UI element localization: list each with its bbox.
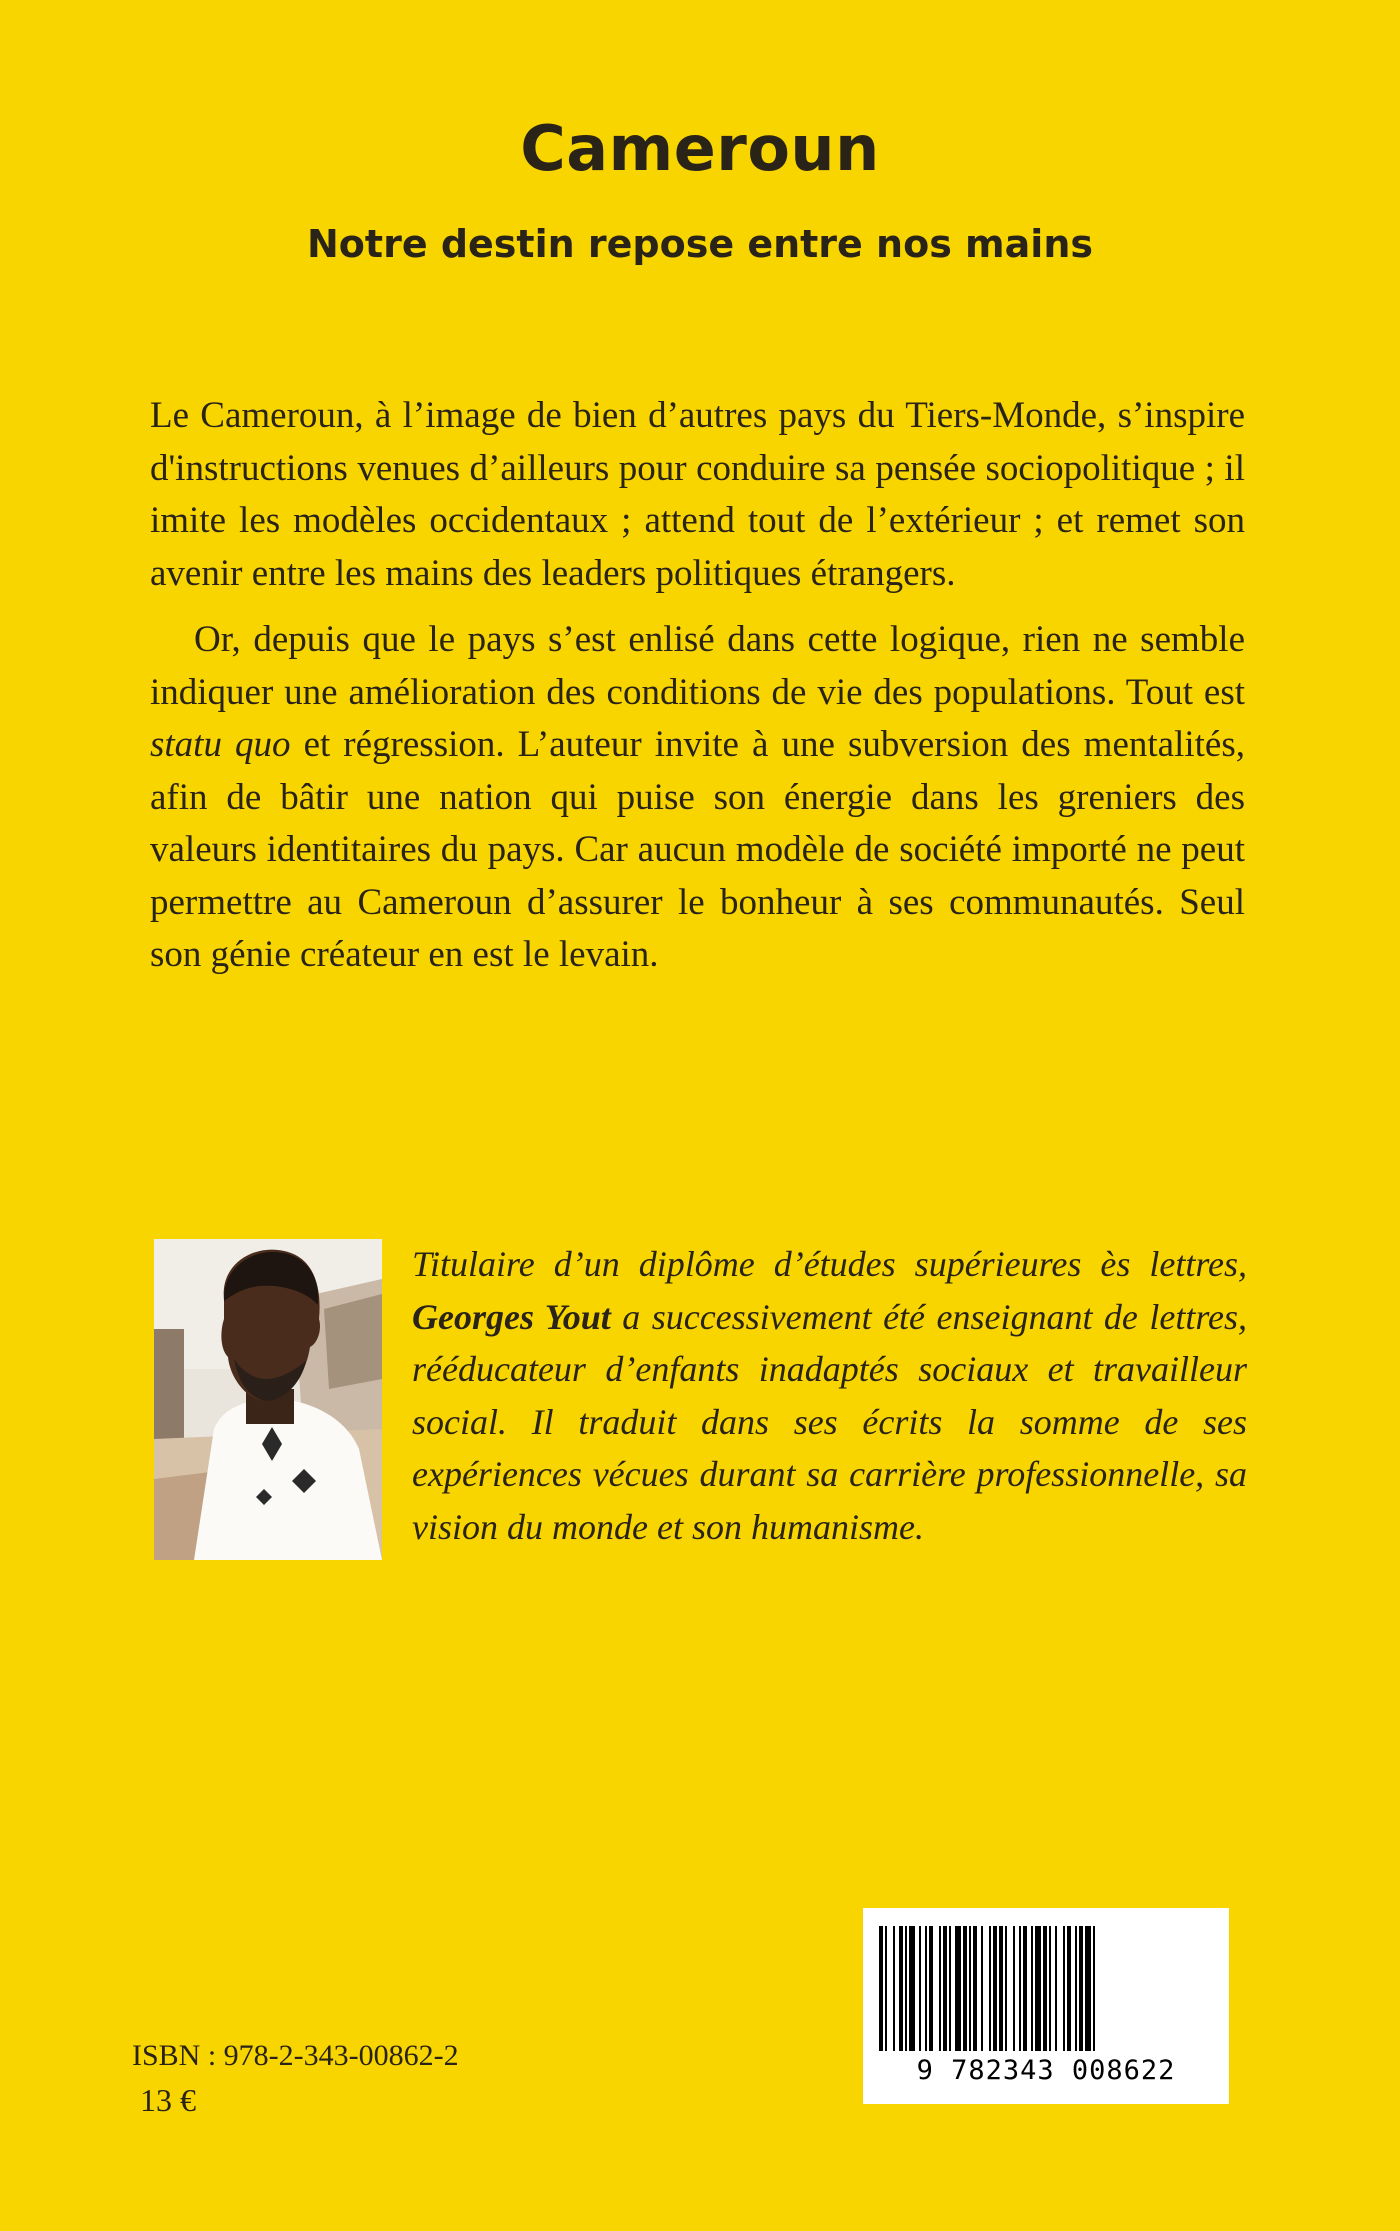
- barcode-bar: [993, 1926, 997, 2051]
- barcode-bar: [1019, 1926, 1021, 2051]
- barcode-bar: [989, 1926, 991, 2051]
- barcode-bar: [929, 1926, 933, 2051]
- blurb: [150, 390, 1245, 996]
- blurb-paragraph-1: Le Cameroun, à l’image de bien d’autres pays du Tiers-Monde, s’inspire d'instructions venues d’ailleurs pour conduire sa pensée sociopolitique ; il imite les modèles occidentaux ; attend tout de l’extérieur ; et remet son avenir entre les mains des leaders politiques étrangers.: [150, 395, 1245, 594]
- barcode-bar: [893, 1926, 895, 2051]
- barcode-bar: [1005, 1926, 1007, 2051]
- barcode-bar: [1035, 1926, 1041, 2051]
- barcode-bar: [1079, 1926, 1083, 2051]
- author-name: Georges Yout: [412, 1296, 611, 1337]
- barcode-bar: [999, 1926, 1003, 2051]
- barcode-bar: [939, 1926, 941, 2051]
- barcode-bar: [963, 1926, 967, 2051]
- barcode-digits: 9 782343 008622: [916, 2055, 1176, 2086]
- barcode-bar: [943, 1926, 947, 2051]
- blurb-emphasis: statu quo: [150, 724, 291, 765]
- barcode-bar: [1043, 1926, 1047, 2051]
- barcode-bar: [905, 1926, 907, 2051]
- barcode-bar: [879, 1926, 883, 2051]
- author-bio-end: a successivement été enseignant de lettres, rééducateur d’enfants inadaptés sociaux et travailleur social. Il traduit dans ses écrits la somme de ses expériences vécues durant sa carrière professionnelle, sa vision du monde et son humanisme.: [412, 1296, 1247, 1547]
- barcode-bar: [973, 1926, 977, 2051]
- blurb-paragraph-2: [150, 614, 1245, 982]
- barcode-bar: [1063, 1926, 1065, 2051]
- barcode-bar: [925, 1926, 927, 2051]
- barcode-bar: [909, 1926, 915, 2051]
- barcode-bar: [1049, 1926, 1051, 2051]
- book-subtitle: Notre destin repose entre nos mains: [307, 222, 1093, 266]
- barcode-bar: [955, 1926, 961, 2051]
- price: 13 €: [140, 2082, 196, 2118]
- isbn: ISBN : 978-2-343-00862-2: [132, 2039, 459, 2072]
- barcode-bar: [1031, 1926, 1033, 2051]
- author-bio: [412, 1238, 1247, 1553]
- blurb-paragraph-2-end: et régression. L’auteur invite à une subversion des mentalités, afin de bâtir une nation qui puise son énergie dans les greniers des valeurs identitaires du pays. Car aucun modèle de société importé ne peut permettre au Cameroun d’assurer le bonheur à ses communautés. Seul son génie créateur en est le levain.: [150, 724, 1245, 975]
- book-title: Cameroun: [520, 112, 880, 185]
- barcode-bar: [899, 1926, 903, 2051]
- barcode-bar: [969, 1926, 971, 2051]
- barcode-bars: [879, 1926, 1213, 2051]
- barcode-bar: [885, 1926, 887, 2051]
- barcode-bar: [981, 1926, 983, 2051]
- barcode-bar: [1085, 1926, 1091, 2051]
- barcode-bar: [1067, 1926, 1071, 2051]
- barcode: [863, 1908, 1229, 2104]
- barcode-bar: [1013, 1926, 1015, 2051]
- author-bio-start: Titulaire d’un diplôme d’études supérieures ès lettres,: [412, 1244, 1247, 1284]
- barcode-bar: [1075, 1926, 1077, 2051]
- barcode-bar: [949, 1926, 951, 2051]
- barcode-bar: [1023, 1926, 1027, 2051]
- author-photo: [154, 1239, 382, 1560]
- barcode-bar: [919, 1926, 921, 2051]
- barcode-bar: [1093, 1926, 1095, 2051]
- barcode-bar: [1055, 1926, 1057, 2051]
- blurb-paragraph-2-start: Or, depuis que le pays s’est enlisé dans cette logique, rien ne semble indiquer une amélioration des conditions de vie des populations. Tout est: [150, 619, 1245, 713]
